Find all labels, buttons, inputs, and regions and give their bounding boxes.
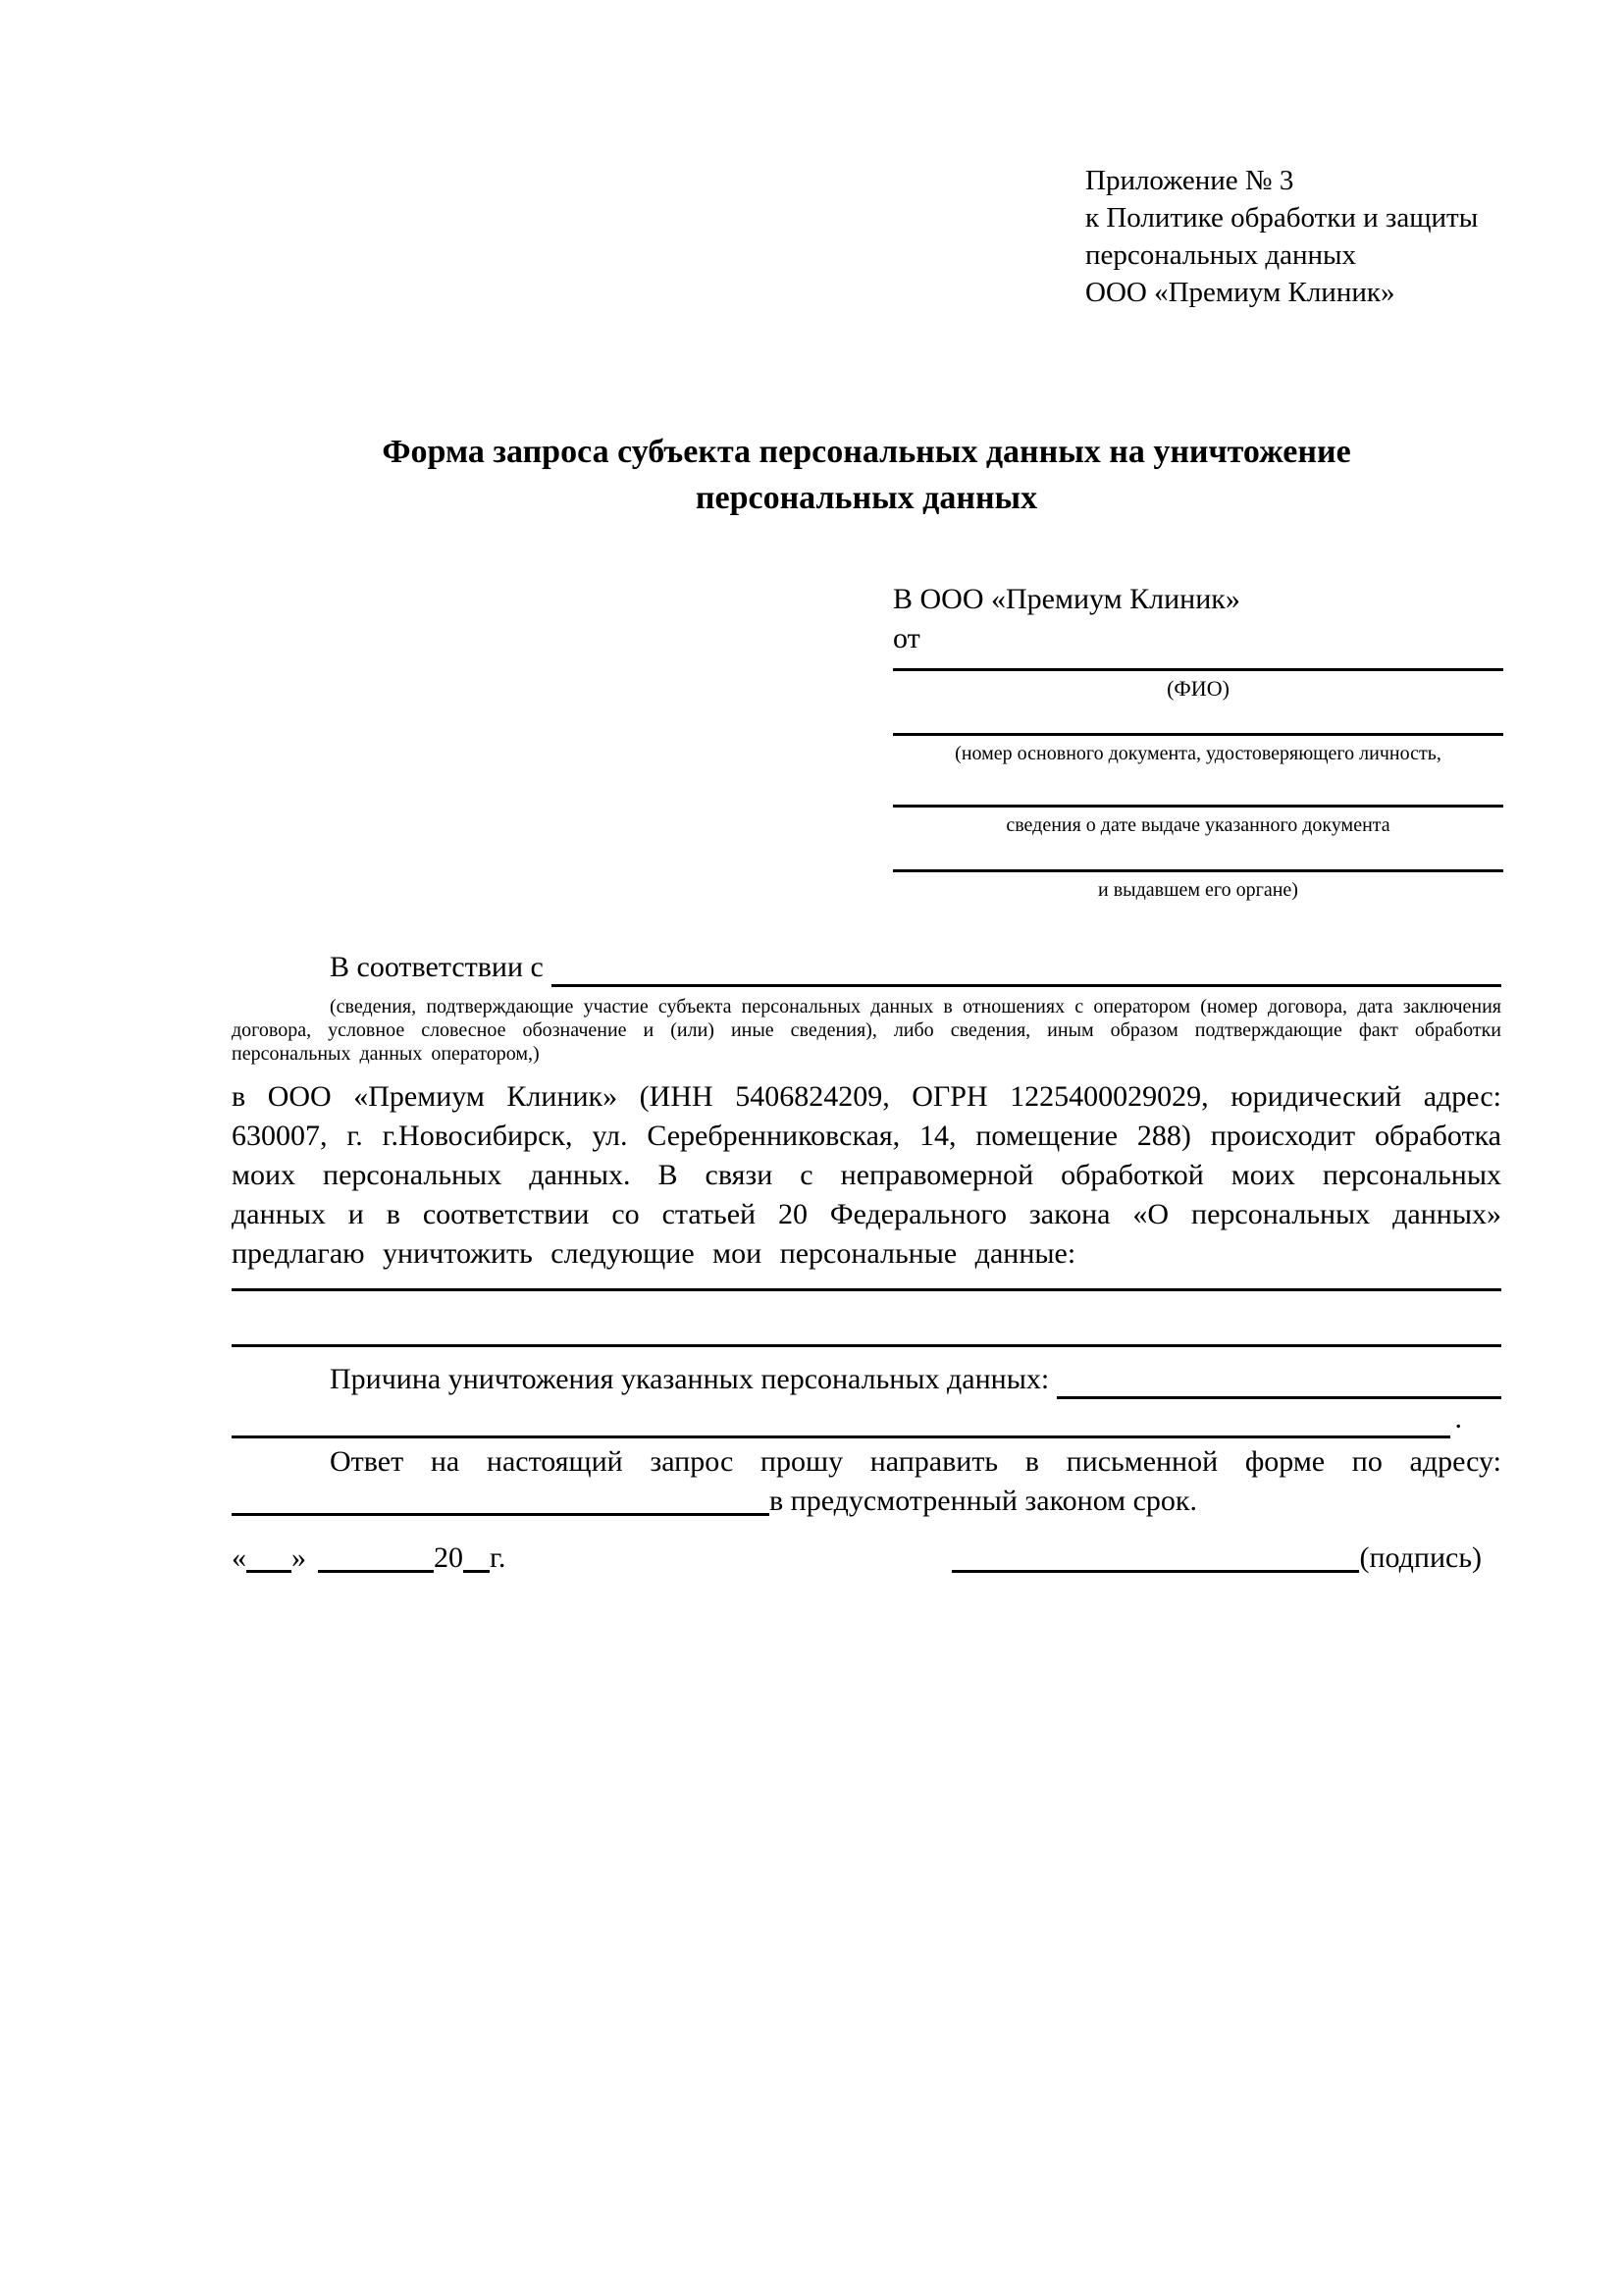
addressee-block xyxy=(893,580,1503,903)
sentence-period: . xyxy=(1454,1402,1462,1435)
addressee-from-label: от xyxy=(893,622,920,654)
annex-line-1: Приложение № 3 xyxy=(1085,165,1294,196)
reason-label: Причина уничтожения указанных персональных данных: xyxy=(330,1363,1050,1395)
signature-caption: (подпись) xyxy=(1359,1541,1482,1574)
day-quote-close: » xyxy=(291,1541,306,1574)
annex-line-3: персональных данных xyxy=(1085,239,1357,271)
accordance-footnote: (сведения, подтверждающие участие субъекта персональных данных в отношениях с оператором (номер договора, дата заключения договора, условное словесное обозначение и (или) иные сведения), либо сведения, иным образом подтверждающие факт обработки персональных данных оператором,) xyxy=(232,996,1501,1065)
day-quote-open: « xyxy=(232,1541,246,1574)
statement-paragraph: в ООО «Премиум Клиник» (ИНН 5406824209, ОГРН 1225400029029, юридический адрес: 630007, г. г.Новосибирск, ул. Серебренниковская, 14, помещение 288) происходит обработка моих персональных данных. В связи с неправомерной обработкой моих персональных данных и в соответствии со статьей 20 Федерального закона «О персональных данных» предлагаю уничтожить следующие мои персональные данные: xyxy=(232,1080,1501,1270)
year-century: 20 xyxy=(434,1541,463,1574)
id-document-caption: (номер основного документа, удостоверяющего личность, xyxy=(955,743,1441,764)
answer-address-row xyxy=(232,1482,1501,1521)
reason-continuation-row xyxy=(232,1399,1462,1438)
fio-blank-line xyxy=(893,668,1503,671)
signature-field xyxy=(952,1539,1482,1578)
id-document-blank-line xyxy=(893,733,1503,736)
year-blank-line xyxy=(463,1570,490,1573)
document-title-line-1: Форма запроса субъекта персональных данных на уничтожение xyxy=(382,434,1351,470)
fio-caption: (ФИО) xyxy=(1167,676,1230,701)
date-field xyxy=(232,1539,505,1578)
issuing-authority-caption: и выдавшем его органе) xyxy=(1098,879,1298,901)
accordance-blank-line xyxy=(551,948,1501,987)
reason-row xyxy=(232,1360,1501,1399)
document-title xyxy=(232,429,1501,521)
annex-line-2: к Политике обработки и защиты xyxy=(1085,202,1479,234)
accordance-row xyxy=(232,948,1501,987)
annex-line-4: ООО «Премиум Клиник» xyxy=(1085,277,1395,308)
reason-blank-line-2 xyxy=(232,1399,1450,1438)
month-blank-line xyxy=(318,1570,434,1573)
signature-blank-line xyxy=(952,1570,1359,1573)
addressee-to: В ООО «Премиум Клиник» xyxy=(893,583,1240,615)
year-suffix: г. xyxy=(490,1541,506,1574)
personal-data-blank-line-1 xyxy=(232,1288,1501,1291)
answer-sentence: Ответ на настоящий запрос прошу направить в письменной форме по адресу: xyxy=(330,1445,1501,1478)
issuing-authority-blank-line xyxy=(893,869,1503,872)
reason-blank-line xyxy=(1057,1360,1501,1399)
annex-note xyxy=(1085,162,1501,311)
answer-tail: в предусмотренный законом срок. xyxy=(769,1485,1197,1517)
issue-date-blank-line xyxy=(893,805,1503,808)
document-title-line-2: персональных данных xyxy=(695,480,1038,516)
personal-data-blank-line-2 xyxy=(232,1344,1501,1347)
address-blank-line xyxy=(232,1513,769,1516)
day-blank-line xyxy=(246,1570,291,1573)
accordance-label: В соответствии с xyxy=(330,951,544,983)
issue-date-caption: сведения о дате выдаче указанного документа xyxy=(1006,814,1390,836)
signing-row xyxy=(232,1539,1501,1578)
